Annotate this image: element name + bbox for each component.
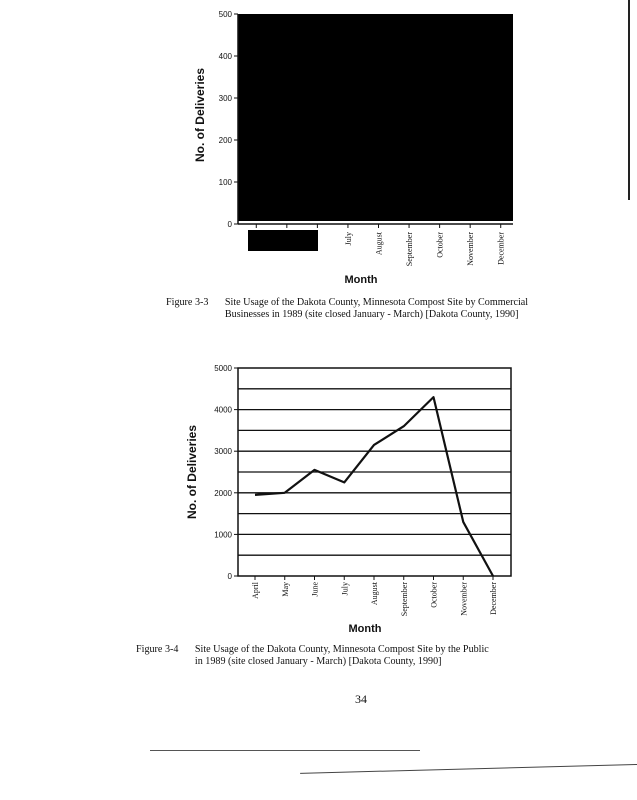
chart2-series-line [255,397,493,576]
figure-3-4-caption-number: Figure 3-4 [136,643,179,655]
figure-3-4-caption-text: Site Usage of the Dakota County, Minnesota Compost Site by the Public in 1989 (site closed January - March) [Dakota County, 1990] [194,643,489,667]
scan-artifact-edge [628,0,630,200]
chart1-ytick-label: 100 [218,178,232,187]
chart1-xtick-label: October [435,232,445,258]
chart1-ytick-label: 200 [218,136,232,145]
chart2-xtick-label: July [340,582,350,596]
chart2-xtick-label: November [459,582,469,616]
chart2-xtick-label: April [251,582,260,599]
figure-3-3-caption-number: Figure 3-3 [166,296,209,308]
chart2-xtick-label: May [280,582,290,597]
chart2-ylabel: No. of Deliveries [185,424,199,520]
chart1-xtick-label: December [496,232,506,265]
figure-3-3-caption [166,296,574,320]
chart1-xlabel: Month [344,274,378,286]
chart2-ytick-label: 1000 [214,530,232,540]
chart1-xtick-label: November [466,232,476,266]
chart1-ylabel: No. of Deliveries [193,67,207,163]
chart2-xtick-label: December [489,582,498,615]
chart1-xtick-label: July [343,232,353,246]
chart1-xtick-label: September [405,232,415,267]
chart2-xlabel: Month [348,623,382,635]
figure-3-4-caption [136,643,498,667]
chart1-ytick-label: 400 [218,52,232,61]
chart2-xtick-label: September [399,582,409,617]
chart2-xtick-label: June [310,582,320,597]
chart2-ytick-label: 0 [227,572,232,581]
chart1-ytick-label: 300 [218,94,232,103]
figure-3-3-caption-text: Site Usage of the Dakota County, Minnesota Compost Site by Commercial Businesses in 1989 (site closed January - March) [Dakota County, 1990] [224,296,529,320]
chart2-ytick-label: 5000 [214,364,232,373]
chart1-ytick-label: 0 [227,220,232,229]
page-number: 34 [355,692,367,706]
scan-artifact-line [150,750,420,751]
chart1-xtick-label: August [374,232,384,256]
chart2-xtick-label: October [429,582,439,608]
chart2-xtick-label: August [370,582,379,606]
chart1-ytick-label: 500 [218,10,232,19]
chart2-ytick-label: 4000 [214,405,232,415]
chart2-ytick-label: 2000 [214,488,232,498]
chart2-ytick-label: 3000 [214,447,232,457]
